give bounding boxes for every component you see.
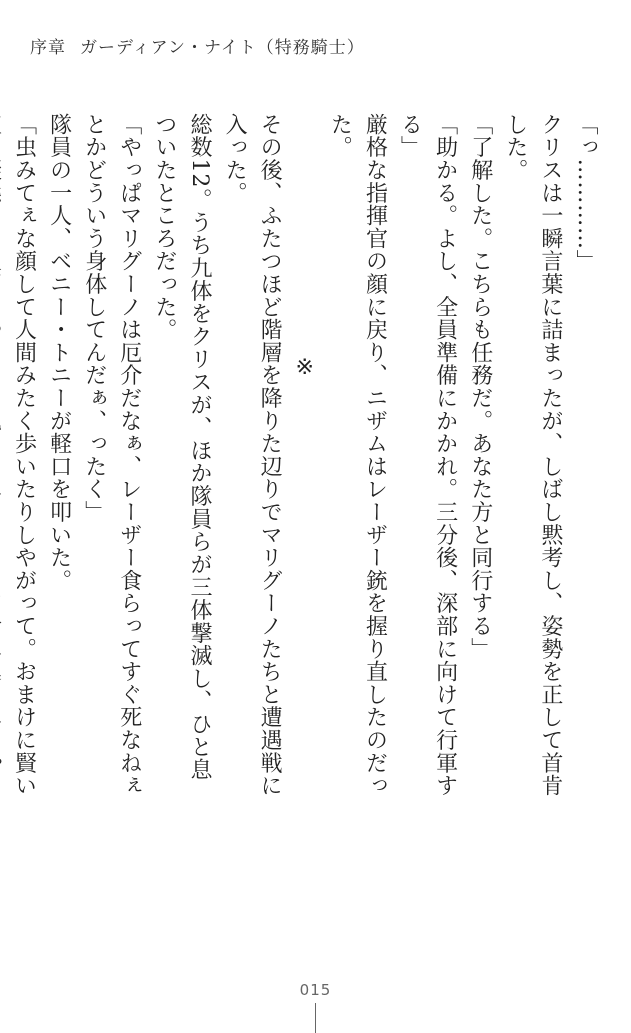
- paragraph: 「了解した。こちらも任務だ。あなた方と同行する」: [467, 113, 493, 661]
- paragraph: クリスは一瞬言葉に詰まったが、しばし黙考し、姿勢を正して首肯した。: [502, 113, 563, 797]
- paragraph: 厳格な指揮官の顔に戻り、ニザムはレーザー銃を握り直したのだった。: [327, 113, 388, 797]
- paragraph: 「助かる。よし、全員準備にかかれ。三分後、深部に向けて行軍する」: [397, 113, 458, 797]
- folio-divider-line: [315, 1003, 316, 1033]
- vertical-text-body: [0, 113, 603, 801]
- paragraph: その後、ふたつほど階層を降りた辺りでマリグーノたちと遭遇戦に入った。: [222, 113, 283, 797]
- chapter-title: ガーディアン・ナイト（特務騎士）: [80, 38, 365, 58]
- paragraph: 「虫みてぇな顔して人間みたく歩いたりしやがって。おまけに賢い: [11, 113, 37, 797]
- paragraph: 「っ…………」: [573, 113, 598, 273]
- paragraph: 隊員の一人、ベニー・トニーが軽口を叩いた。: [46, 113, 72, 592]
- paragraph: 「やっぱマリグーノは厄介だなぁ、レーザー食らってすぐ死なねぇとかどういう身体してんだぁ、ったく」: [81, 113, 142, 797]
- paragraph: 総数12。うち九体をクリスが、ほか隊員らが三体撃滅し、ひと息ついたところだった。: [151, 113, 212, 781]
- chapter-label: 序章: [30, 38, 66, 58]
- running-header: [30, 33, 365, 58]
- scene-break-mark: ※: [292, 355, 318, 381]
- page-number: 015: [299, 981, 332, 999]
